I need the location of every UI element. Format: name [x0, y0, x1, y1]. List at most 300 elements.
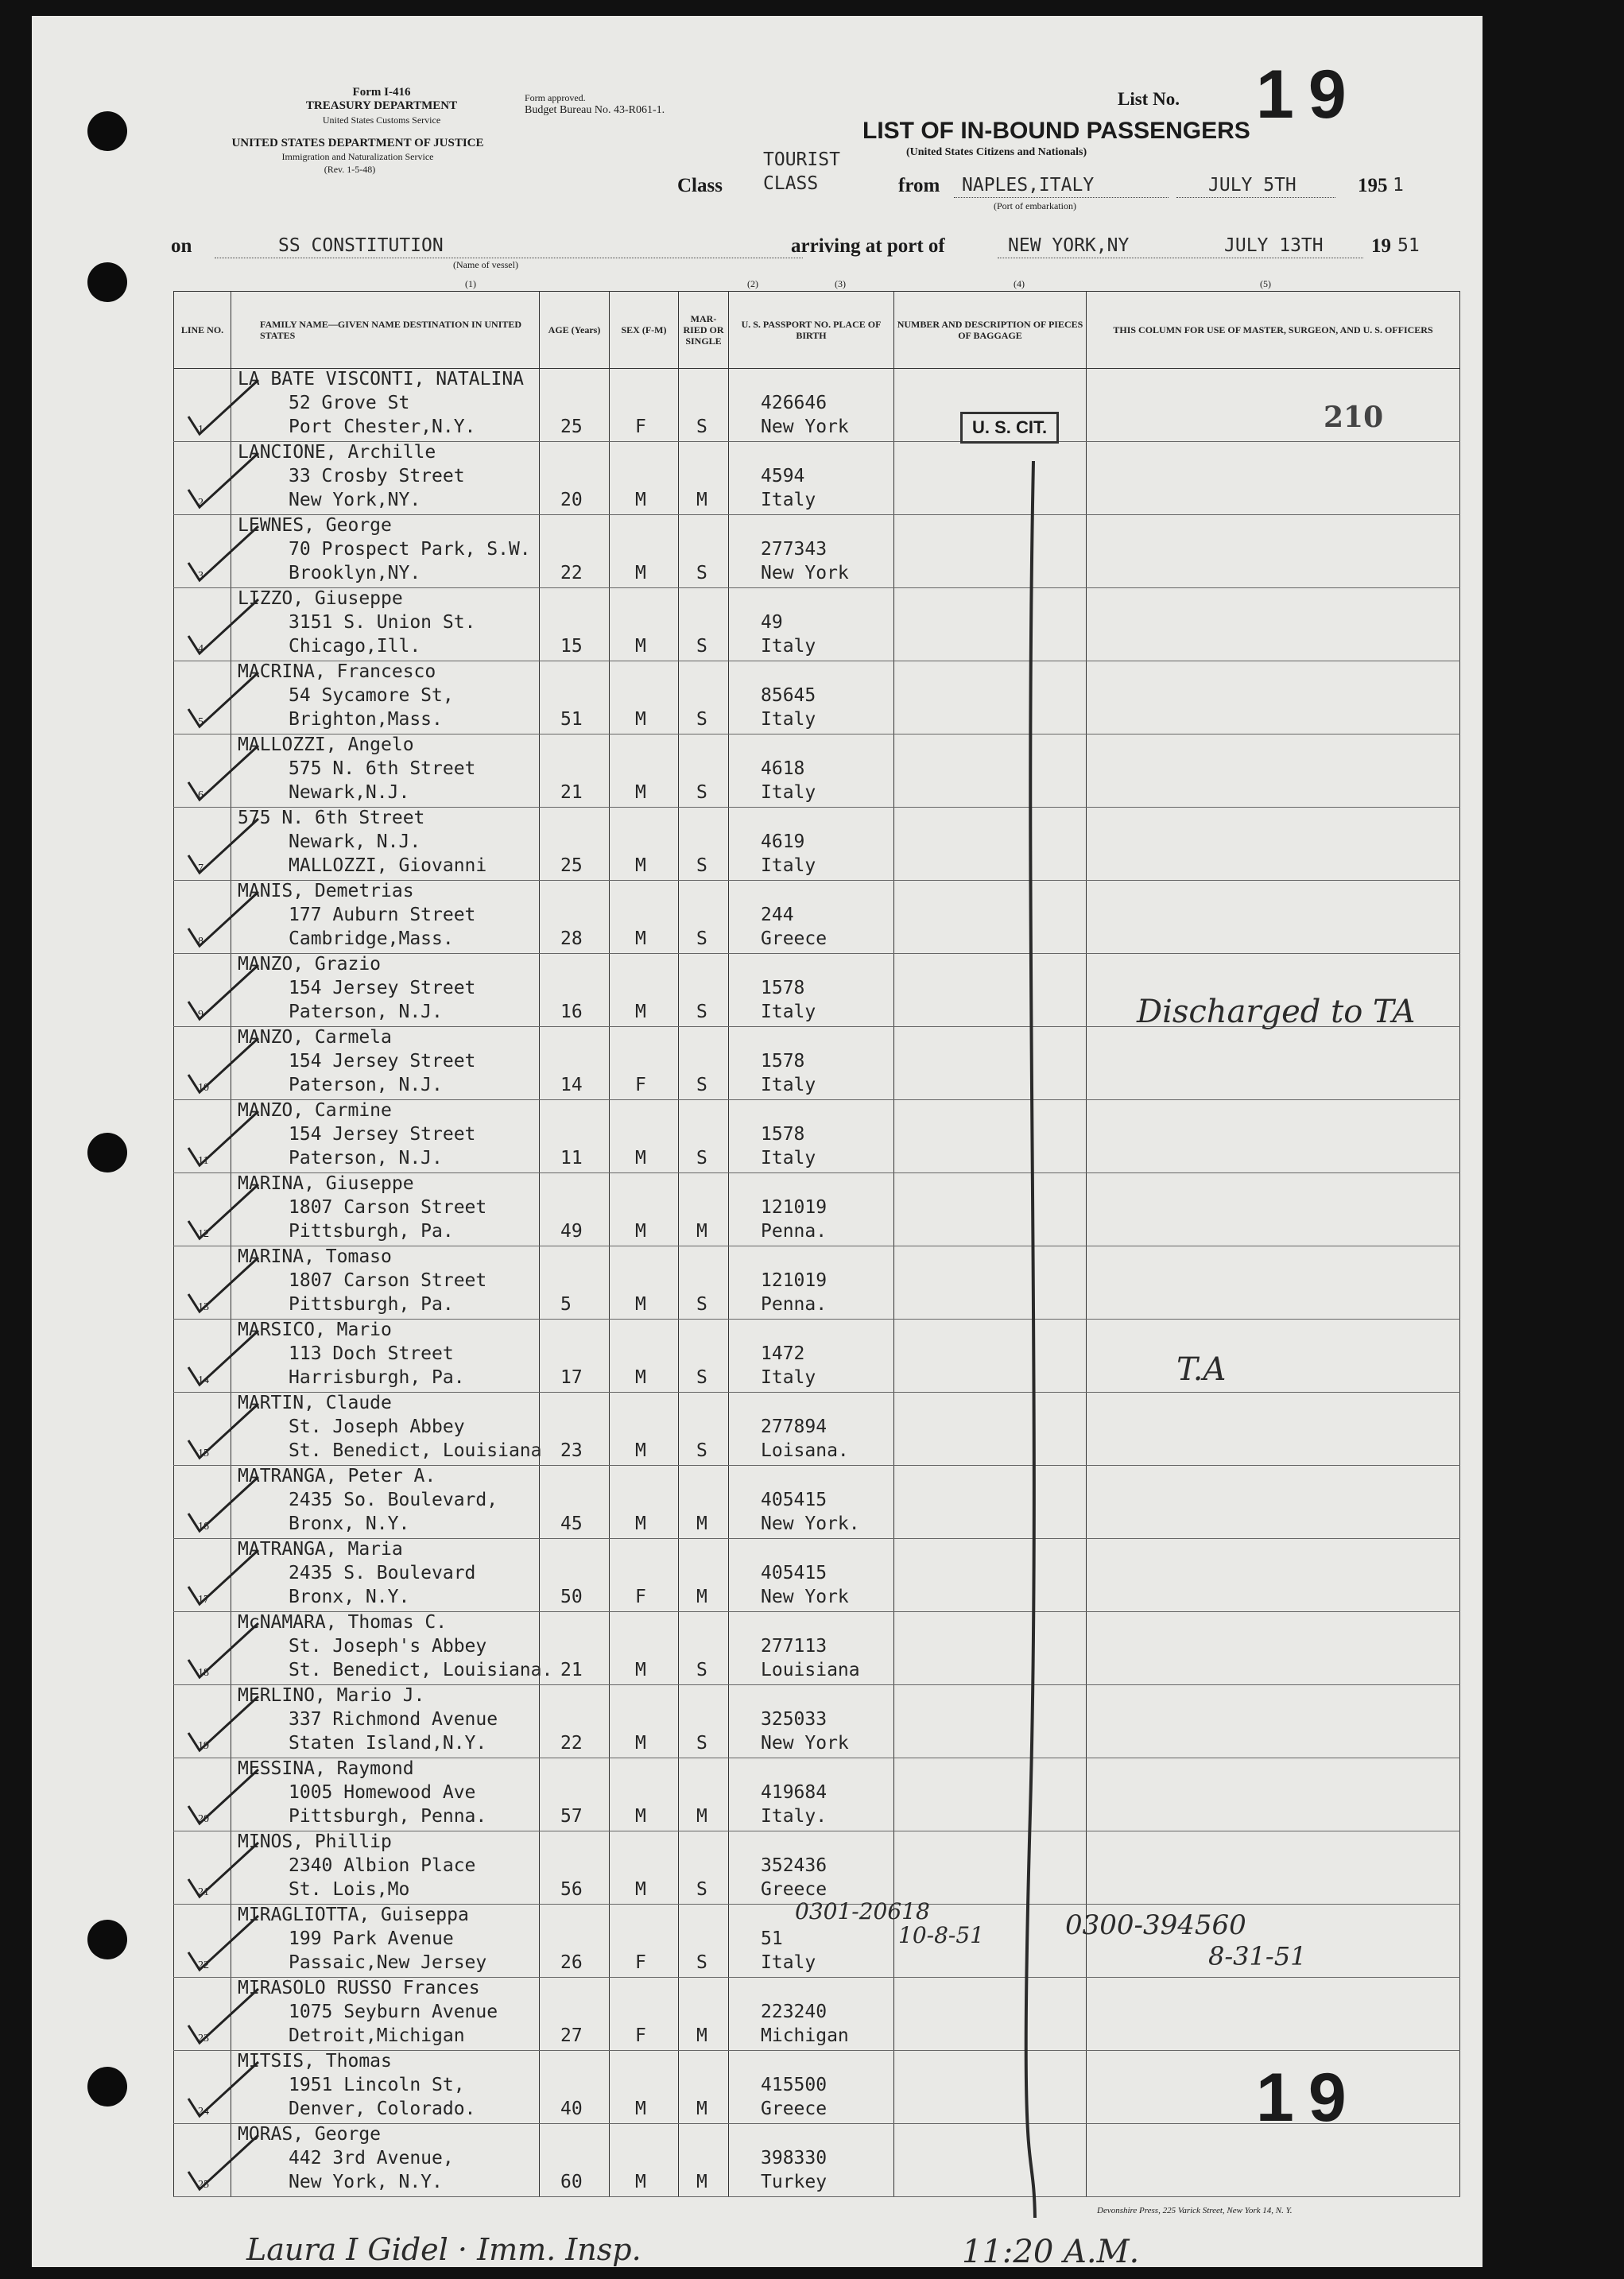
passenger-marital-status: S: [696, 782, 707, 803]
passenger-city: New York, N.Y.: [289, 2172, 443, 2192]
justice-dept: UNITED STATES DEPARTMENT OF JUSTICE: [231, 137, 484, 149]
line-cell: [174, 734, 231, 808]
passenger-city: Paterson, N.J.: [289, 1002, 443, 1022]
sex-cell: [610, 1393, 679, 1466]
inspector-signature: Laura I Gidel · Imm. Insp.: [246, 2232, 641, 2267]
passenger-sex: M: [635, 563, 646, 583]
birth-place: Italy: [761, 855, 816, 876]
officer-cell: [1087, 734, 1460, 808]
baggage-cell: [894, 1320, 1087, 1393]
passenger-marital-status: M: [696, 490, 707, 510]
line-cell: [174, 1027, 231, 1100]
baggage-cell: [894, 442, 1087, 515]
table-row: [174, 369, 1460, 442]
passenger-name: MARINA, Tomaso: [238, 1246, 392, 1267]
marital-cell: [679, 1612, 729, 1685]
passenger-name: MATRANGA, Peter A.: [238, 1466, 436, 1486]
officer-cell: [1087, 881, 1460, 954]
baggage-cell: [894, 1027, 1087, 1100]
passenger-name: McNAMARA, Thomas C.: [238, 1612, 448, 1633]
passenger-name: LEWNES, George: [238, 515, 392, 536]
sex-cell: [610, 808, 679, 881]
passenger-city: MALLOZZI, Giovanni: [289, 855, 487, 876]
passport-cell: [729, 2051, 894, 2124]
birth-place: Michigan: [761, 2025, 849, 2046]
officer-cell: [1087, 369, 1460, 442]
passport-number: 419684: [761, 1782, 828, 1803]
passenger-age: 22: [560, 563, 583, 583]
table-row: [174, 442, 1460, 515]
passport-number: 277113: [761, 1636, 828, 1657]
table-row: [174, 1393, 1460, 1466]
marital-cell: [679, 1466, 729, 1539]
passport-date-22: 10-8-51: [898, 1922, 984, 1948]
passport-cell: [729, 2124, 894, 2197]
passenger-address: 154 Jersey Street: [289, 1124, 476, 1145]
baggage-cell: [894, 1685, 1087, 1758]
passenger-age: 40: [560, 2099, 583, 2119]
passenger-name: MACRINA, Francesco: [238, 661, 436, 682]
passenger-marital-status: M: [696, 1587, 707, 1607]
age-cell: [540, 1320, 610, 1393]
passenger-city: Harrisburgh, Pa.: [289, 1367, 465, 1388]
line-cell: [174, 442, 231, 515]
us-citizen-stamp: U. S. CIT.: [960, 412, 1059, 444]
line-cell: [174, 1978, 231, 2051]
col-line: LINE NO.: [174, 292, 231, 369]
col-officers: THIS COLUMN FOR USE OF MASTER, SURGEON, AND U. S. OFFICERS: [1087, 292, 1460, 369]
passport-number: 1472: [761, 1343, 805, 1364]
line-cell: [174, 515, 231, 588]
marital-cell: [679, 1978, 729, 2051]
birth-place: Greece: [761, 2099, 828, 2119]
passenger-sex: M: [635, 1221, 646, 1242]
birth-place: Penna.: [761, 1294, 828, 1315]
passenger-city: New York,NY.: [289, 490, 421, 510]
passenger-address: 154 Jersey Street: [289, 978, 476, 998]
line-number: 9: [198, 1009, 203, 1021]
passenger-address: 2435 S. Boulevard: [289, 1563, 476, 1583]
officer-cell: [1087, 1246, 1460, 1320]
sex-cell: [610, 588, 679, 661]
marital-cell: [679, 369, 729, 442]
age-cell: [540, 1758, 610, 1831]
binder-hole: [87, 111, 127, 151]
sex-cell: [610, 1027, 679, 1100]
passenger-age: 14: [560, 1075, 583, 1095]
passenger-marital-status: S: [696, 1440, 707, 1461]
officer-number: 210: [1324, 401, 1384, 434]
name-cell: [231, 734, 540, 808]
name-cell: [231, 515, 540, 588]
passport-cell: [729, 1466, 894, 1539]
sex-cell: [610, 881, 679, 954]
passenger-name: MANIS, Demetrias: [238, 881, 414, 901]
passenger-age: 11: [560, 1148, 583, 1169]
marital-cell: [679, 1685, 729, 1758]
age-cell: [540, 1466, 610, 1539]
printer-imprint: Devonshire Press, 225 Varick Street, New York 14, N. Y.: [1097, 2206, 1293, 2215]
officer-date-22: 8-31-51: [1208, 1941, 1307, 1971]
birth-place: Italy: [761, 1952, 816, 1973]
passenger-name: MERLINO, Mario J.: [238, 1685, 425, 1706]
passport-number: 4618: [761, 758, 805, 779]
bottom-list-number: 19: [1256, 2060, 1361, 2136]
passenger-name: MANZO, Grazio: [238, 954, 382, 975]
age-cell: [540, 1978, 610, 2051]
passenger-sex: M: [635, 709, 646, 730]
officer-cell: [1087, 1758, 1460, 1831]
passenger-sex: M: [635, 2099, 646, 2119]
discharged-note: Discharged to TA: [1137, 994, 1416, 1030]
passenger-age: 28: [560, 928, 583, 949]
passenger-marital-status: S: [696, 1879, 707, 1900]
passenger-name: MESSINA, Raymond: [238, 1758, 414, 1779]
ta-note: T.A: [1176, 1351, 1227, 1388]
passport-cell: [729, 1758, 894, 1831]
line-cell: [174, 1685, 231, 1758]
passenger-address: 1807 Carson Street: [289, 1270, 487, 1291]
table-row: [174, 661, 1460, 734]
depart-line: [1176, 197, 1335, 198]
marital-cell: [679, 808, 729, 881]
passenger-address: 70 Prospect Park, S.W.: [289, 539, 531, 560]
name-cell: [231, 954, 540, 1027]
arrival-year-prefix: 19: [1371, 235, 1391, 257]
passenger-age: 27: [560, 2025, 583, 2046]
baggage-cell: [894, 1100, 1087, 1173]
passenger-name: LANCIONE, Archille: [238, 442, 436, 463]
passport-number: 121019: [761, 1197, 828, 1218]
passenger-city: Brooklyn,NY.: [289, 563, 421, 583]
name-cell: [231, 442, 540, 515]
birth-place: Loisana.: [761, 1440, 849, 1461]
passenger-city: Brighton,Mass.: [289, 709, 443, 730]
marital-cell: [679, 1539, 729, 1612]
marital-cell: [679, 881, 729, 954]
passport-cell: [729, 1685, 894, 1758]
passenger-address: 52 Grove St: [289, 393, 410, 413]
embark-port: NAPLES,ITALY: [962, 175, 1095, 196]
passport-cell: [729, 1027, 894, 1100]
baggage-cell: [894, 808, 1087, 881]
line-cell: [174, 1758, 231, 1831]
birth-place: Italy: [761, 1075, 816, 1095]
passenger-marital-status: S: [696, 1002, 707, 1022]
line-cell: [174, 1466, 231, 1539]
table-row: [174, 1173, 1460, 1246]
table-row: [174, 1758, 1460, 1831]
passenger-sex: M: [635, 1514, 646, 1534]
age-cell: [540, 369, 610, 442]
age-cell: [540, 808, 610, 881]
passport-cell: [729, 1612, 894, 1685]
sex-cell: [610, 515, 679, 588]
birth-place: Italy: [761, 709, 816, 730]
line-number: 14: [198, 1374, 209, 1386]
passport-number: 405415: [761, 1490, 828, 1510]
passport-cell: [729, 588, 894, 661]
passenger-address: 1807 Carson Street: [289, 1197, 487, 1218]
passenger-sex: F: [635, 2025, 646, 2046]
binder-hole: [87, 1920, 127, 1959]
passenger-city: Bronx, N.Y.: [289, 1587, 410, 1607]
marital-cell: [679, 1173, 729, 1246]
officer-cell: [1087, 1978, 1460, 2051]
birth-place: New York: [761, 417, 849, 437]
passenger-address: 1951 Lincoln St,: [289, 2075, 465, 2095]
marital-cell: [679, 1320, 729, 1393]
depart-year: 1: [1393, 175, 1404, 196]
passport-number: 352436: [761, 1855, 828, 1876]
passenger-age: 15: [560, 636, 583, 657]
passenger-marital-status: S: [696, 563, 707, 583]
passenger-name: MATRANGA, Maria: [238, 1539, 403, 1560]
line-cell: [174, 588, 231, 661]
line-number: 24: [198, 2106, 209, 2118]
table-row: [174, 1685, 1460, 1758]
passenger-address: 442 3rd Avenue,: [289, 2148, 454, 2169]
passport-cell: [729, 1393, 894, 1466]
table-row: [174, 1539, 1460, 1612]
marital-cell: [679, 661, 729, 734]
age-cell: [540, 442, 610, 515]
sex-cell: [610, 1100, 679, 1173]
age-cell: [540, 1685, 610, 1758]
passenger-age: 21: [560, 1660, 583, 1680]
embark-note: (Port of embarkation): [994, 200, 1076, 211]
passport-number: 405415: [761, 1563, 828, 1583]
passenger-address: 1075 Seyburn Avenue: [289, 2002, 498, 2022]
officer-cell: [1087, 1320, 1460, 1393]
baggage-cell: [894, 1466, 1087, 1539]
marital-cell: [679, 1246, 729, 1320]
col-num-1: (1): [465, 278, 476, 289]
passenger-address: 3151 S. Union St.: [289, 612, 476, 633]
passenger-address: 154 Jersey Street: [289, 1051, 476, 1072]
arrival-port: NEW YORK,NY: [1008, 235, 1130, 256]
customs-service: United States Customs Service: [322, 114, 441, 126]
officer-cell: [1087, 442, 1460, 515]
passenger-address: St. Joseph's Abbey: [289, 1636, 487, 1657]
age-cell: [540, 1246, 610, 1320]
age-cell: [540, 1393, 610, 1466]
birth-place: Italy: [761, 1367, 816, 1388]
passenger-marital-status: S: [696, 928, 707, 949]
passenger-address: 1005 Homewood Ave: [289, 1782, 476, 1803]
age-cell: [540, 1612, 610, 1685]
class-value-1: TOURIST: [763, 149, 840, 170]
age-cell: [540, 1100, 610, 1173]
birth-place: Louisiana: [761, 1660, 860, 1680]
baggage-cell: [894, 515, 1087, 588]
passport-number: 415500: [761, 2075, 828, 2095]
col-passport: U. S. PASSPORT NO. PLACE OF BIRTH: [729, 292, 894, 369]
table-row: [174, 1027, 1460, 1100]
birth-place: Italy: [761, 490, 816, 510]
baggage-cell: [894, 2051, 1087, 2124]
passenger-address: 2435 So. Boulevard,: [289, 1490, 498, 1510]
passport-cell: [729, 442, 894, 515]
line-cell: [174, 881, 231, 954]
passenger-age: 60: [560, 2172, 583, 2192]
officer-cell: [1087, 661, 1460, 734]
passport-number: 4619: [761, 831, 805, 852]
binder-hole: [87, 262, 127, 302]
passenger-address: Newark, N.J.: [289, 831, 421, 852]
passenger-sex: M: [635, 855, 646, 876]
passenger-age: 45: [560, 1514, 583, 1534]
passenger-city: Staten Island,N.Y.: [289, 1733, 487, 1754]
birth-place: Greece: [761, 928, 828, 949]
marital-cell: [679, 1905, 729, 1978]
revision: (Rev. 1-5-48): [324, 164, 376, 175]
line-cell: [174, 2124, 231, 2197]
arrival-year: 51: [1397, 235, 1420, 256]
passenger-age: 51: [560, 709, 583, 730]
passenger-sex: M: [635, 490, 646, 510]
table-row: [174, 881, 1460, 954]
passport-cell: [729, 734, 894, 808]
sex-cell: [610, 442, 679, 515]
passenger-name: MARINA, Giuseppe: [238, 1173, 414, 1194]
col-baggage: NUMBER AND DESCRIPTION OF PIECES OF BAGGAGE: [894, 292, 1087, 369]
passenger-name: MORAS, George: [238, 2124, 382, 2145]
baggage-cell: [894, 588, 1087, 661]
passport-number: 223240: [761, 2002, 828, 2022]
passenger-sex: M: [635, 1367, 646, 1388]
passport-number: 398330: [761, 2148, 828, 2169]
age-cell: [540, 515, 610, 588]
birth-place: New York: [761, 1733, 849, 1754]
list-subtitle: (United States Citizens and Nationals): [906, 146, 1087, 158]
name-cell: [231, 1978, 540, 2051]
baggage-cell: [894, 1612, 1087, 1685]
line-number: 4: [198, 643, 203, 655]
passenger-marital-status: S: [696, 1952, 707, 1973]
age-cell: [540, 954, 610, 1027]
officer-cell: [1087, 1173, 1460, 1246]
age-cell: [540, 588, 610, 661]
birth-place: Italy: [761, 782, 816, 803]
passenger-city: St. Benedict, Louisiana.: [289, 1660, 553, 1680]
name-cell: [231, 1320, 540, 1393]
name-cell: [231, 1466, 540, 1539]
officer-cell: [1087, 588, 1460, 661]
passport-cell: [729, 808, 894, 881]
class-value-2: CLASS: [763, 173, 819, 194]
passenger-sex: M: [635, 1733, 646, 1754]
line-number: 20: [198, 1813, 209, 1825]
passenger-city: Pittsburgh, Pa.: [289, 1221, 454, 1242]
marital-cell: [679, 1758, 729, 1831]
passport-number: 4594: [761, 466, 805, 486]
marital-cell: [679, 1027, 729, 1100]
line-number: 11: [198, 1155, 209, 1167]
name-cell: [231, 1246, 540, 1320]
passport-number: 426646: [761, 393, 828, 413]
birth-place: Italy: [761, 1002, 816, 1022]
line-number: 13: [198, 1301, 209, 1313]
name-cell: [231, 1685, 540, 1758]
marital-cell: [679, 1393, 729, 1466]
line-cell: [174, 1320, 231, 1393]
line-cell: [174, 954, 231, 1027]
passenger-age: 22: [560, 1733, 583, 1754]
officer-cell: [1087, 1100, 1460, 1173]
passenger-marital-status: M: [696, 1514, 707, 1534]
passenger-marital-status: S: [696, 1075, 707, 1095]
list-number: 19: [1256, 56, 1361, 133]
line-cell: [174, 808, 231, 881]
line-number: 10: [198, 1082, 209, 1094]
passenger-age: 49: [560, 1221, 583, 1242]
name-cell: [231, 1027, 540, 1100]
binder-hole: [87, 1133, 127, 1172]
baggage-cell: [894, 2124, 1087, 2197]
table-row: [174, 588, 1460, 661]
birth-place: New York: [761, 1587, 849, 1607]
age-cell: [540, 881, 610, 954]
sex-cell: [610, 1466, 679, 1539]
line-cell: [174, 1905, 231, 1978]
passenger-address: 575 N. 6th Street: [289, 758, 476, 779]
passenger-age: 17: [560, 1367, 583, 1388]
ins-service: Immigration and Naturalization Service: [281, 151, 434, 162]
birth-place: Penna.: [761, 1221, 828, 1242]
baggage-cell: [894, 1393, 1087, 1466]
line-number: 18: [198, 1667, 209, 1679]
passport-number: 1578: [761, 1124, 805, 1145]
passenger-age: 50: [560, 1587, 583, 1607]
age-cell: [540, 1027, 610, 1100]
passport-cell: [729, 1831, 894, 1905]
marital-cell: [679, 2124, 729, 2197]
sex-cell: [610, 1685, 679, 1758]
name-cell: [231, 1539, 540, 1612]
name-cell: [231, 1831, 540, 1905]
table-row: [174, 808, 1460, 881]
age-cell: [540, 1539, 610, 1612]
table-row: [174, 1466, 1460, 1539]
table-row: [174, 734, 1460, 808]
sex-cell: [610, 2124, 679, 2197]
passenger-name: MITSIS, Thomas: [238, 2051, 392, 2072]
col-sex: SEX (F-M): [610, 292, 679, 369]
marital-cell: [679, 442, 729, 515]
passenger-sex: F: [635, 417, 646, 437]
baggage-ditto-line: [1010, 461, 1057, 2226]
sex-cell: [610, 369, 679, 442]
age-cell: [540, 1905, 610, 1978]
age-cell: [540, 661, 610, 734]
col-age: AGE (Years): [540, 292, 610, 369]
passport-cell: [729, 881, 894, 954]
binder-hole: [87, 2067, 127, 2107]
age-cell: [540, 2124, 610, 2197]
passenger-marital-status: S: [696, 855, 707, 876]
passenger-sex: M: [635, 1148, 646, 1169]
sex-cell: [610, 1539, 679, 1612]
passenger-city: Cambridge,Mass.: [289, 928, 454, 949]
name-cell: [231, 588, 540, 661]
passenger-age: 25: [560, 855, 583, 876]
manifest-page: [32, 16, 1483, 2270]
passenger-name: MARTIN, Claude: [238, 1393, 392, 1413]
age-cell: [540, 1173, 610, 1246]
passport-number: 1578: [761, 978, 805, 998]
baggage-cell: [894, 1978, 1087, 2051]
